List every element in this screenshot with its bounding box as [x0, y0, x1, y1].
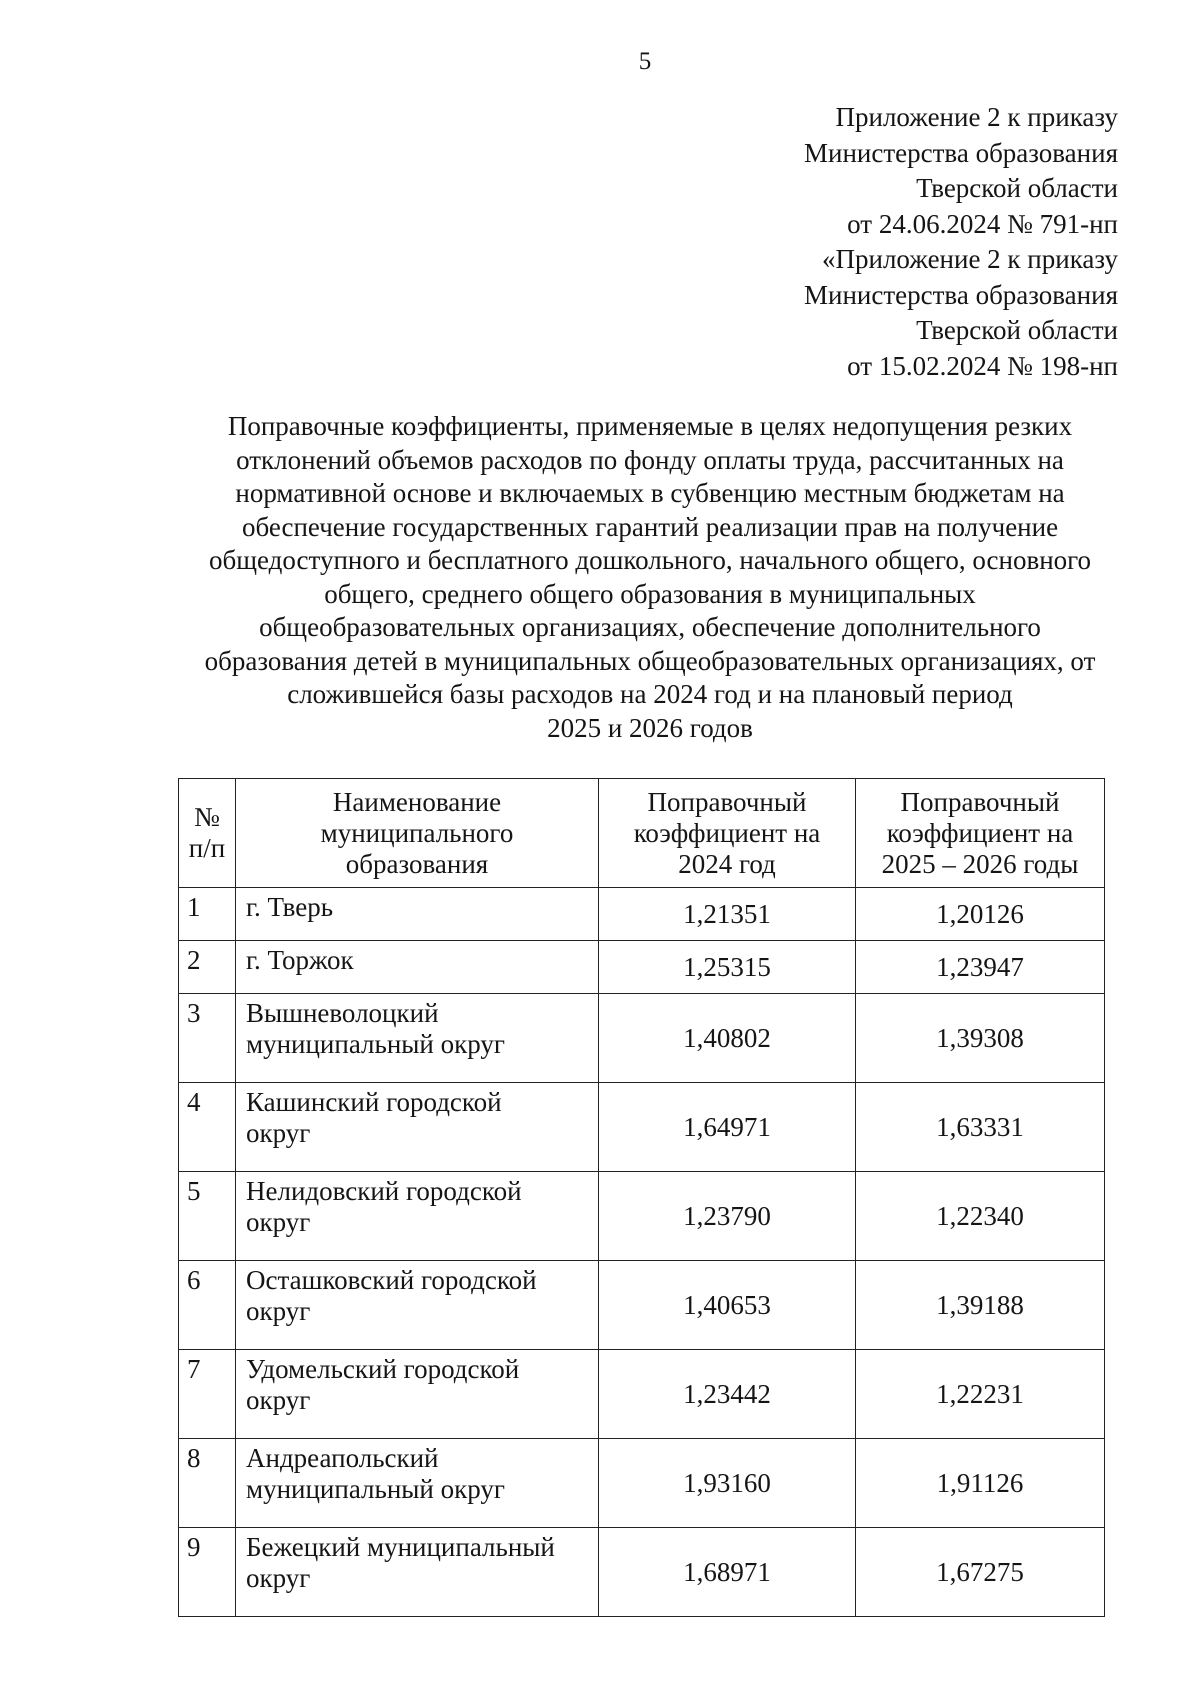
coef-2025-2026: 1,22231 — [856, 1350, 1105, 1439]
row-number: 5 — [179, 1172, 236, 1261]
title-line: нормативной основе и включаемых в субвенцию местным бюджетам на — [235, 478, 1065, 508]
title-line: общеобразовательных организациях, обеспечение дополнительного — [259, 612, 1041, 642]
table-row — [179, 1439, 1105, 1528]
title-line: сложившейся базы расходов на 2024 год и на плановый период — [287, 679, 1013, 709]
table-row — [179, 941, 1105, 994]
appendix-line: «Приложение 2 к приказу — [822, 244, 1118, 274]
coef-2024: 1,93160 — [599, 1439, 856, 1528]
appendix-line: Министерства образования — [804, 137, 1118, 168]
title-line: обеспечение государственных гарантий реализации прав на получение — [241, 511, 1059, 542]
header-coef-2025-2026: Поправочный коэффициент на 2025 – 2026 годы — [856, 779, 1105, 888]
table-row — [179, 994, 1105, 1083]
municipality-name: Удомельский городской округ — [236, 1350, 599, 1439]
coef-2024: 1,23442 — [599, 1350, 856, 1439]
appendix-line: Приложение 2 к приказу — [835, 102, 1118, 132]
row-number: 9 — [179, 1528, 236, 1617]
municipality-name: Андреапольский муниципальный округ — [236, 1439, 599, 1528]
title-line: Поправочные коэффициенты, применяемые в целях недопущения резких — [227, 411, 1073, 441]
coef-2025-2026: 1,63331 — [856, 1083, 1105, 1172]
table-row — [179, 888, 1105, 941]
coef-2025-2026: 1,91126 — [856, 1439, 1105, 1528]
municipality-name: Кашинский городской округ — [236, 1083, 599, 1172]
coef-2025-2026: 1,39188 — [856, 1261, 1105, 1350]
row-number: 2 — [179, 941, 236, 994]
table-row — [179, 1528, 1105, 1617]
table-row — [179, 1172, 1105, 1261]
appendix-line: Министерства образования — [804, 279, 1118, 310]
header-number: № п/п — [179, 779, 236, 888]
title-line: отклонений объемов расходов по фонду оплаты труда, рассчитанных на — [236, 444, 1064, 475]
coef-2024: 1,40802 — [599, 994, 856, 1083]
municipality-name: г. Тверь — [236, 888, 599, 941]
coef-2024: 1,21351 — [599, 888, 856, 941]
document-title — [150, 410, 1150, 745]
coef-2025-2026: 1,22340 — [856, 1172, 1105, 1261]
title-line: 2025 и 2026 годов — [547, 712, 753, 743]
appendix-line: Тверской области — [916, 315, 1118, 345]
appendix-reference — [804, 100, 1118, 384]
page-number: 5 — [638, 48, 652, 75]
coef-2025-2026: 1,39308 — [856, 994, 1105, 1083]
appendix-line: Тверской области — [916, 173, 1118, 203]
table-row — [179, 1261, 1105, 1350]
coef-2025-2026: 1,23947 — [856, 941, 1105, 994]
row-number: 7 — [179, 1350, 236, 1439]
coef-2025-2026: 1,67275 — [856, 1528, 1105, 1617]
row-number: 3 — [179, 994, 236, 1083]
row-number: 6 — [179, 1261, 236, 1350]
municipality-name: Бежецкий муниципальный округ — [236, 1528, 599, 1617]
municipality-name: Нелидовский городской округ — [236, 1172, 599, 1261]
coefficients-table — [178, 778, 1105, 1617]
coef-2024: 1,25315 — [599, 941, 856, 994]
municipality-name: Вышневолоцкий муниципальный округ — [236, 994, 599, 1083]
coef-2024: 1,23790 — [599, 1172, 856, 1261]
coef-2024: 1,40653 — [599, 1261, 856, 1350]
title-line: общего, среднего общего образования в муниципальных — [324, 578, 976, 609]
row-number: 1 — [179, 888, 236, 941]
municipality-name: г. Торжок — [236, 941, 599, 994]
table-row — [179, 1083, 1105, 1172]
municipality-name: Осташковский городской округ — [236, 1261, 599, 1350]
table-row — [179, 1350, 1105, 1439]
coef-2024: 1,68971 — [599, 1528, 856, 1617]
row-number: 8 — [179, 1439, 236, 1528]
title-line: общедоступного и бесплатного дошкольного, начального общего, основного — [208, 545, 1092, 575]
header-municipality: Наименование муниципального образования — [236, 779, 599, 888]
table-header-row — [179, 779, 1105, 888]
title-line: образования детей в муниципальных общеобразовательных организациях, от — [204, 645, 1096, 676]
header-coef-2024: Поправочный коэффициент на 2024 год — [599, 779, 856, 888]
coef-2024: 1,64971 — [599, 1083, 856, 1172]
appendix-line: от 15.02.2024 № 198-нп — [847, 350, 1118, 381]
coef-2025-2026: 1,20126 — [856, 888, 1105, 941]
appendix-line: от 24.06.2024 № 791-нп — [847, 208, 1118, 239]
row-number: 4 — [179, 1083, 236, 1172]
